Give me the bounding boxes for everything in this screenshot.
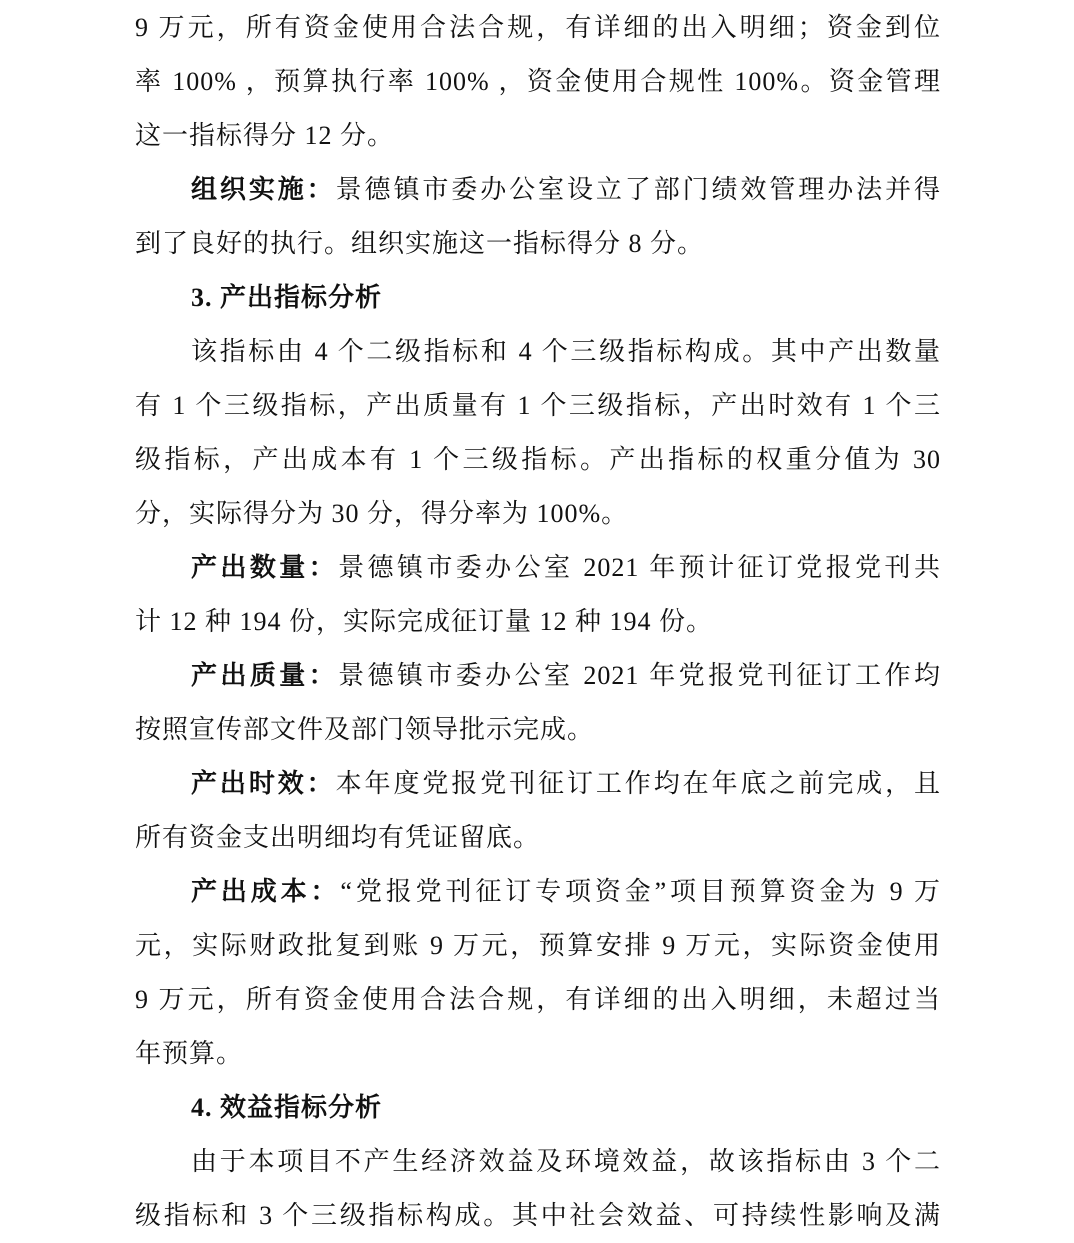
text-line [135, 1189, 941, 1243]
bold-heading: 4. 效益指标分析 [191, 1093, 383, 1122]
body-text: 年预算。 [135, 1039, 244, 1068]
text-line [135, 379, 941, 433]
text-line [135, 1081, 941, 1135]
body-text: 9 万元，所有资金使用合法合规，有详细的出入明细，未超过当 [135, 985, 941, 1014]
text-line [135, 811, 941, 865]
text-line [135, 433, 941, 487]
body-text: 级指标和 3 个三级指标构成。其中社会效益、可持续性影响及满 [135, 1201, 941, 1230]
text-line [135, 541, 941, 595]
bold-heading: 产出质量： [191, 661, 339, 690]
body-text: 所有资金支出明细均有凭证留底。 [135, 823, 541, 852]
body-text: 到了良好的执行。组织实施这一指标得分 8 分。 [135, 229, 705, 258]
text-line [135, 1, 941, 55]
text-line [135, 973, 941, 1027]
text-line [135, 55, 941, 109]
text-line [135, 163, 941, 217]
body-text: 率 100% ，预算执行率 100% ，资金使用合规性 100%。资金管理 [135, 67, 941, 96]
body-text: 计 12 种 194 份，实际完成征订量 12 种 194 份。 [135, 607, 714, 636]
body-text: 由于本项目不产生经济效益及环境效益，故该指标由 3 个二 [191, 1147, 941, 1176]
text-line [135, 109, 941, 163]
body-text: 9 万元，所有资金使用合法合规，有详细的出入明细；资金到位 [135, 13, 941, 42]
body-text: 元，实际财政批复到账 9 万元，预算安排 9 万元，实际资金使用 [135, 931, 941, 960]
bold-heading: 产出数量： [191, 553, 339, 582]
body-text: 这一指标得分 12 分。 [135, 121, 395, 150]
text-line [135, 703, 941, 757]
text-line [135, 487, 941, 541]
body-text: 按照宣传部文件及部门领导批示完成。 [135, 715, 595, 744]
body-text: “党报党刊征订专项资金”项目预算资金为 9 万 [340, 877, 941, 906]
text-line [135, 325, 941, 379]
text-line [135, 649, 941, 703]
body-text: 有 1 个三级指标，产出质量有 1 个三级指标，产出时效有 1 个三 [135, 391, 941, 420]
bold-heading: 产出成本： [191, 877, 341, 906]
body-text: 该指标由 4 个二级指标和 4 个三级指标构成。其中产出数量 [191, 337, 941, 366]
text-line [135, 757, 941, 811]
body-text: 景德镇市委办公室设立了部门绩效管理办法并得 [335, 175, 941, 204]
body-text: 级指标，产出成本有 1 个三级指标。产出指标的权重分值为 30 [135, 445, 941, 474]
body-text: 本年度党报党刊征订工作均在年底之前完成，且 [335, 769, 941, 798]
text-line [135, 217, 941, 271]
text-line [135, 1027, 941, 1081]
body-text: 分，实际得分为 30 分，得分率为 100%。 [135, 499, 629, 528]
text-line [135, 919, 941, 973]
document-page [135, 1, 941, 1243]
bold-heading: 产出时效： [191, 769, 336, 798]
text-line [135, 865, 941, 919]
body-text: 景德镇市委办公室 2021 年预计征订党报党刊共 [338, 553, 941, 582]
body-text: 景德镇市委办公室 2021 年党报党刊征订工作均 [338, 661, 941, 690]
text-line [135, 595, 941, 649]
text-line [135, 271, 941, 325]
bold-heading: 组织实施： [191, 175, 336, 204]
bold-heading: 3. 产出指标分析 [191, 283, 383, 312]
text-line [135, 1135, 941, 1189]
